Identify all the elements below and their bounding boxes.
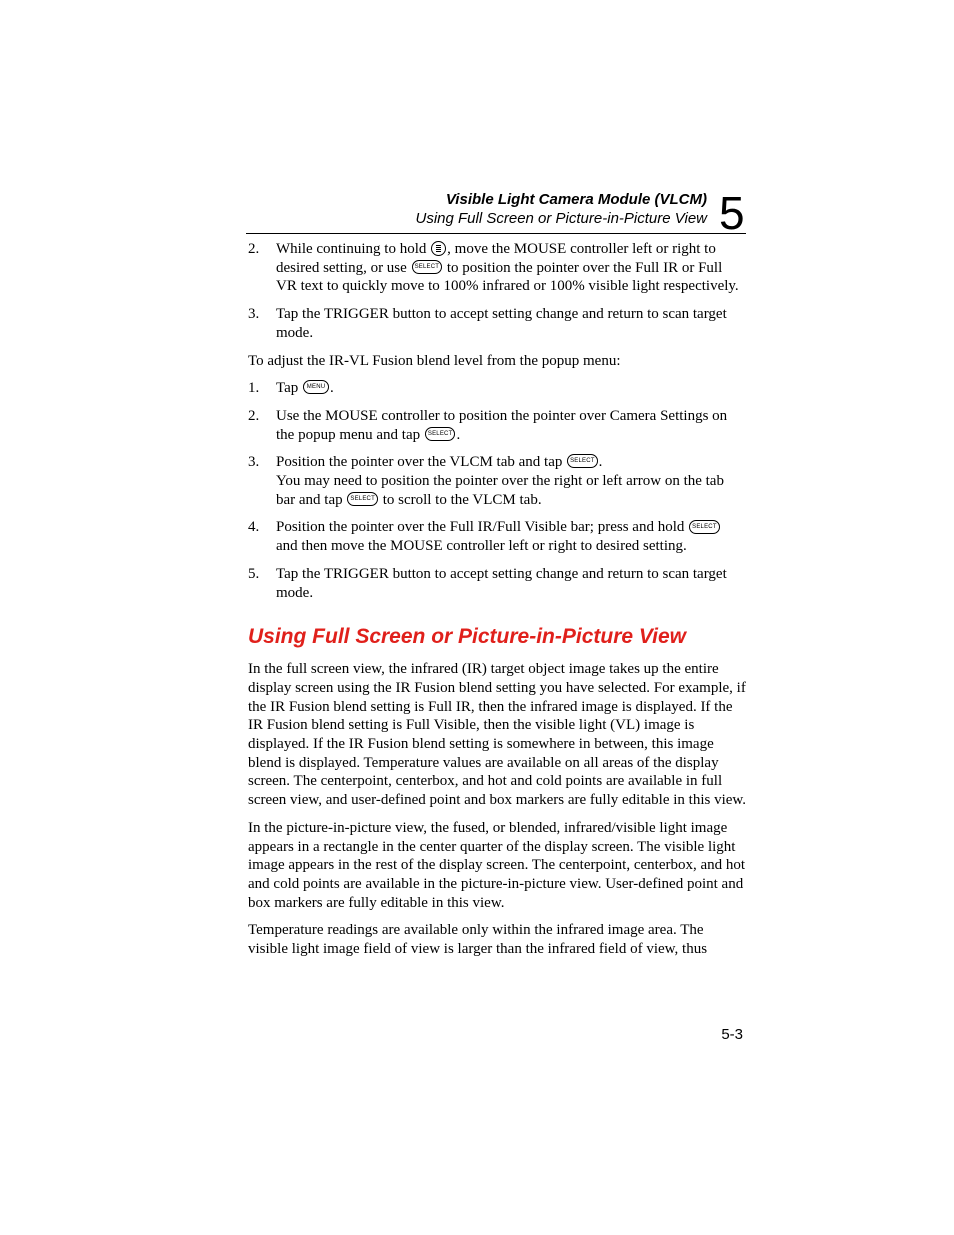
body-paragraph: In the picture-in-picture view, the fused, or blended, infrared/visible light image appears in a rectangle in the center quarter of the display screen. The visible light image appears in the rest of the display screen. The centerpoint, centerbox, and hot and cold points are available in the picture-in-picture view. User-defined point and box markers are fully editable in this view. (248, 819, 746, 911)
step-text: Position the pointer over the Full IR/Full Visible bar; press and hold (276, 519, 689, 536)
step-text: . (598, 454, 603, 471)
list-item (248, 240, 746, 296)
chapter-number: 5 (719, 187, 745, 239)
step-text: . (330, 380, 334, 397)
step-note (276, 472, 746, 509)
body-paragraph: In the full screen view, the infrared (IR) target object image takes up the entire display screen using the IR Fusion blend setting you have selected. For example, if the IR Fusion blend setting is Full IR, then the infrared image is displayed. If the IR Fusion blend setting is Full Visible, then the visible light (VL) image is displayed. If the IR Fusion blend setting is somewhere in between, this image blend is displayed. Temperature values are available on all areas of the display screen. The centerpoint, centerbox, and hot and cold points are available in full screen view, and user-defined point and box markers are fully editable in this view. (248, 661, 747, 809)
step-number: 2. (248, 407, 260, 424)
step-text: and then move the MOUSE controller left or right to desired setting. (276, 538, 687, 555)
step-number: 3. (248, 306, 260, 323)
step-number: 2. (248, 241, 260, 257)
note-text: to scroll to the VLCM tab. (378, 491, 542, 508)
step-text: Tap (276, 380, 303, 397)
list-item (248, 565, 746, 602)
step-text: to position the pointer over the Full IR or Full VR text to quickly move to 100% infrared or 100% visible light respectively. (276, 259, 739, 295)
procedure-intro: To adjust the IR-VL Fusion blend level from the popup menu: (248, 352, 621, 369)
list-button-icon (431, 241, 446, 256)
list-item (248, 407, 746, 444)
note-text: You may need to position the pointer over the right or left arrow on the tab bar and tap (276, 473, 724, 508)
running-header-title: Visible Light Camera Module (VLCM) (445, 191, 707, 208)
step-text: Use the MOUSE controller to position the pointer over Camera Settings on the popup menu and tap (276, 407, 728, 443)
step-number: 3. (248, 454, 260, 471)
list-item (248, 305, 746, 342)
page-body (248, 240, 746, 968)
menu-button-icon: MENU (303, 380, 329, 394)
step-number: 1. (248, 380, 260, 397)
select-button-icon: SELECT (689, 520, 720, 534)
step-number: 5. (248, 565, 260, 582)
step-text: , move the MOUSE controller left or right to desired setting, or use (276, 241, 716, 276)
step-text: Tap the TRIGGER button to accept setting change and return to scan target mode. (276, 306, 727, 341)
list-item (248, 379, 746, 398)
list-item (248, 518, 746, 555)
body-paragraph: Temperature readings are available only within the infrared image area. The visible light image field of view is larger than the infrared field of view, thus (248, 922, 708, 958)
step-text: . (456, 426, 461, 443)
running-header-subtitle: Using Full Screen or Picture-in-Picture View (415, 210, 707, 227)
select-button-icon: SELECT (412, 260, 443, 274)
select-button-icon: SELECT (347, 492, 378, 506)
page-number: 5-3 (721, 1026, 743, 1043)
list-item (248, 453, 746, 509)
step-text: While continuing to hold (276, 241, 431, 257)
select-button-icon: SELECT (425, 427, 456, 441)
step-text: Position the pointer over the VLCM tab and tap (276, 454, 567, 471)
select-button-icon: SELECT (567, 454, 598, 468)
section-heading: Using Full Screen or Picture-in-Picture View (248, 625, 686, 649)
step-number: 4. (248, 519, 260, 536)
header-rule (246, 233, 746, 234)
step-text: Tap the TRIGGER button to accept setting change and return to scan target mode. (276, 565, 727, 601)
